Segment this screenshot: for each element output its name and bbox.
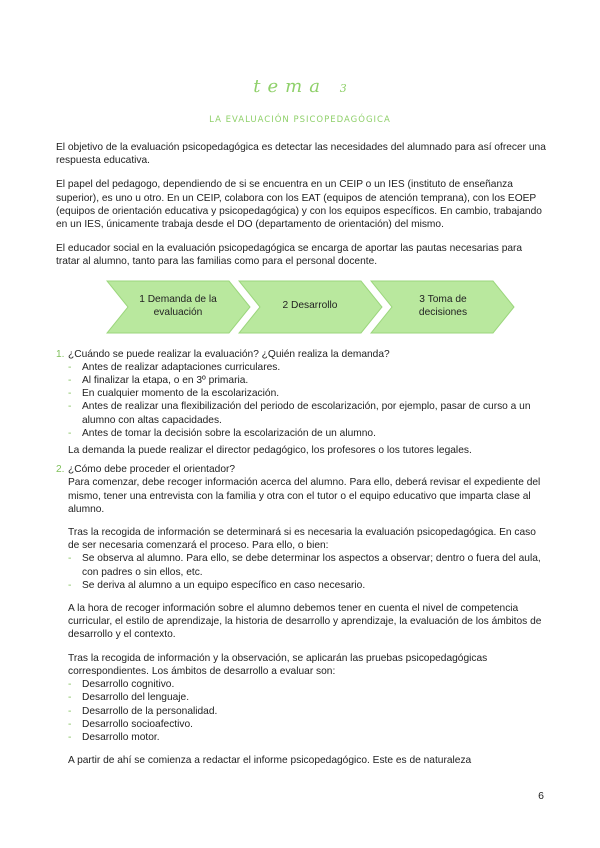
chapter-subtitle: LA EVALUACIÓN PSICOPEDAGÓGICA [209,115,391,125]
chapter-title-word: tema [253,76,327,97]
question-number: 1. [56,348,65,360]
question-item [56,463,546,767]
process-step-label: 2 Desarrollo [282,300,338,312]
page-number: 6 [538,790,544,802]
main-content [56,141,546,773]
list-item: - En cualquier momento de la escolarización. [68,387,546,400]
question-closing: La demanda la puede realizar el director pedagógico, los profesores o los tutores legales. [68,445,472,457]
paragraph: Tras la recogida de información se determinará si es necesaria la evaluación psicopedagógica. En caso de ser necesaria comenzará el proceso. Para ello, o bien: [68,527,536,552]
process-diagram [106,280,546,334]
list-item: - Se observa al alumno. Para ello, se debe determinar los aspectos a observar; dentro o fuera del aula, con padres o sin ellos, etc. [68,552,546,578]
chapter-title [0,76,600,97]
paragraph: A la hora de recoger información sobre el alumno debemos tener en cuenta el nivel de competencia curricular, el estilo de aprendizaje, la historia de desarrollo y aprendizaje, la evaluación de los ámbitos de desarrollo y el contexto. [68,603,542,641]
list-item: - Al finalizar la etapa, o en 3º primaria. [68,374,546,387]
question-title: ¿Cuándo se puede realizar la evaluación? ¿Quién realiza la demanda? [68,348,390,360]
paragraph: Tras la recogida de información y la observación, se aplicarán las pruebas psicopedagógicas correspondientes. Los ámbitos de desarrollo a evaluar son: [68,652,488,677]
list-item: - Desarrollo socioafectivo. [68,718,546,731]
list-item: - Desarrollo de la personalidad. [68,705,546,718]
bullet-list [68,678,546,744]
list-item: - Desarrollo motor. [68,731,546,744]
bullet-list [68,552,546,592]
paragraph: El educador social en la evaluación psicopedagógica se encarga de aportar las pautas necesarias para tratar al alumno, tanto para las familias como para el personal docente. [56,243,523,268]
list-item: - Desarrollo del lenguaje. [68,691,546,704]
question-number: 2. [56,464,65,476]
list-item: - Antes de realizar una flexibilización del periodo de escolarización, por ejemplo, pasar de curso a un alumno con altas capacidades. [68,400,546,426]
question-item [56,348,546,458]
question-intro: Para comenzar, debe recoger información acerca del alumno. Para ello, deberá revisar el expediente del mismo, tener una entrevista con la familia y otra con el tutor o el equipo educativo que imparta clase al alumno. [68,477,541,515]
paragraph: El objetivo de la evaluación psicopedagógica es detectar las necesidades del alumnado para así ofrecer una respuesta educativa. [56,142,546,167]
process-step-label: 3 Toma de decisiones [418,294,468,318]
chapter-number: 3 [339,82,347,95]
list-item: - Desarrollo cognitivo. [68,678,546,691]
bullet-list [68,361,546,440]
question-list [56,348,546,768]
paragraph: El papel del pedagogo, dependiendo de si se encuentra en un CEIP o un IES (instituto de enseñanza superior), es uno u otro. En un CEIP, colabora con los EAT (equipos de atención temprana), con los EOEP (equipos de orientación educativa y psicopedagógica) y con los equipos específicos. En cambio, trabajando en un IES, únicamente trabaja desde el DO (departamento de orientación) del mismo. [56,179,542,231]
process-step [238,280,383,334]
process-step-label: 1 Demanda de la evaluación [139,294,217,318]
list-item: - Antes de tomar la decisión sobre la escolarización de un alumno. [68,427,546,440]
process-step [106,280,251,334]
question-title: ¿Cómo debe proceder el orientador? [68,464,236,476]
paragraph: A partir de ahí se comienza a redactar el informe psicopedagógico. Este es de naturaleza [68,755,472,767]
list-item: - Se deriva al alumno a un equipo específico en caso necesario. [68,579,546,592]
list-item: - Antes de realizar adaptaciones curriculares. [68,361,546,374]
process-step [370,280,515,334]
